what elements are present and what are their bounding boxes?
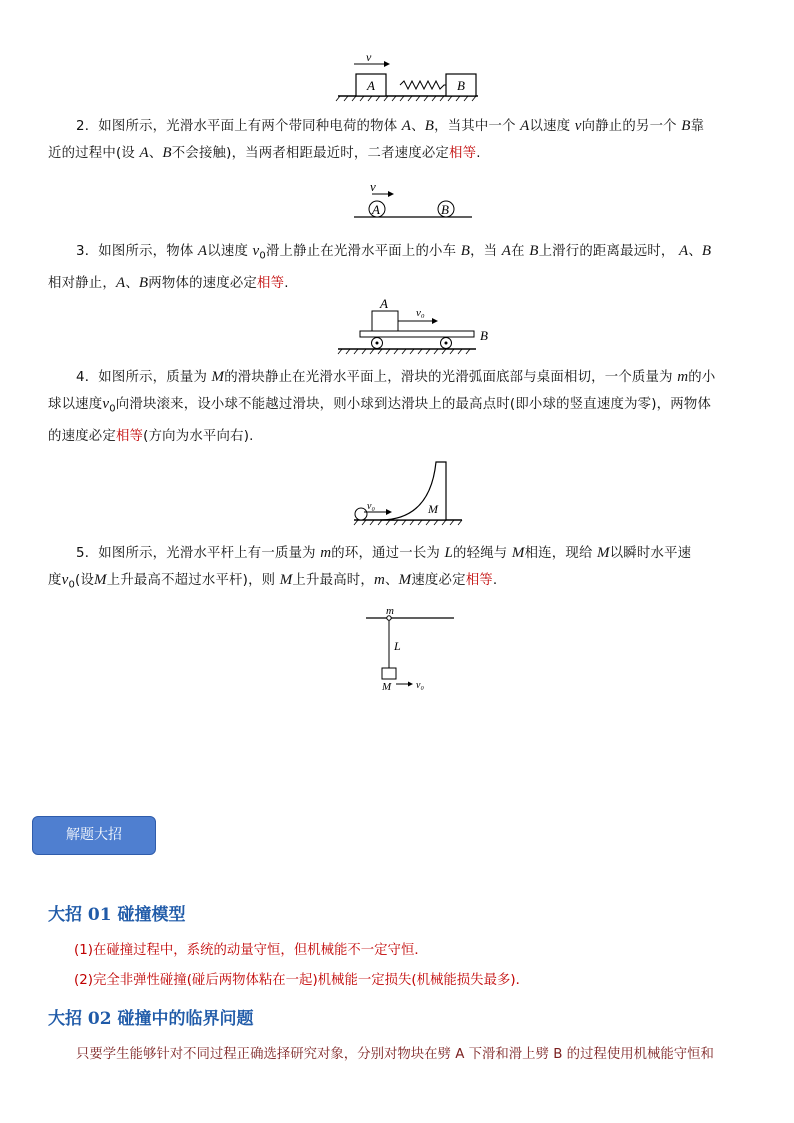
highlight-equal: 相等 bbox=[257, 275, 285, 291]
highlight-equal: 相等 bbox=[449, 146, 477, 161]
block-a bbox=[372, 311, 398, 331]
section-badge: 解题大招 bbox=[32, 816, 156, 855]
body-text: 只要学生能够针对不同过程正确选择研究对象，分别对物块在劈 A 下滑和滑上劈 B 的过程使用机械能守恒和 bbox=[76, 1047, 714, 1062]
label-v0: v₀ bbox=[416, 680, 424, 691]
paragraph-4: 4．如图所示，质量为 M的滑块静止在光滑水平面上，滑块的光滑弧面底部与桌面相切，一个质量为 m的小 球以速度$v_0$向滑块滚来，设小球不能越过滑块，则小球到达滑块上的最高点时(即小球的竖直速度为零)，两物体 的速度必定相等(方向为水平向右). bbox=[48, 369, 716, 444]
block-m bbox=[382, 668, 396, 679]
highlight-equal: 相等 bbox=[115, 428, 144, 444]
label-m: m bbox=[386, 605, 394, 617]
label-l: L bbox=[394, 639, 401, 653]
list-item: (2)完全非弹性碰撞(碰后两物体粘在一起)机械能一定损失(机械能损失最多)． bbox=[74, 973, 529, 988]
label-v0: v₀ bbox=[416, 307, 425, 319]
list-item: (1)在碰撞过程中，系统的动量守恒，但机械能不一定守恒． bbox=[74, 943, 428, 958]
label-a: A bbox=[367, 78, 375, 93]
paragraph-5: 5．如图所示，光滑水平杆上有一质量为 m的环，通过一长为 L的轻绳与 M相连，现给 M以瞬时水平速 度$v_0$(设M上升最高不超过水平杆)，则 M上升最高时，m、M速度必定相等. bbox=[48, 545, 692, 591]
label-v0: v₀ bbox=[367, 501, 375, 512]
figure-spring-blocks bbox=[336, 50, 486, 104]
heading-collision-model: 大招 01 碰撞模型 bbox=[48, 905, 186, 925]
label-bigm: M bbox=[382, 681, 392, 693]
figure-two-charges bbox=[350, 180, 480, 222]
heading-critical-problems: 大招 02 碰撞中的临界问题 bbox=[48, 1009, 254, 1029]
paragraph-3: 3．如图所示，物体 A以速度 $v_0$滑上静止在光滑水平面上的小车 B，当 A在 B上滑行的距离最远时， A、B 相对静止，A、B两物体的速度必定相等. bbox=[48, 243, 712, 291]
label-m: M bbox=[428, 502, 438, 516]
label-b: B bbox=[480, 328, 488, 343]
ball bbox=[355, 508, 367, 520]
spring bbox=[400, 81, 446, 89]
cart bbox=[360, 331, 474, 337]
figure-ball-curved-slide bbox=[350, 458, 465, 528]
label-a: A bbox=[372, 202, 380, 217]
label-b: B bbox=[441, 202, 449, 217]
paragraph-2: 2．如图所示，光滑水平面上有两个带同种电荷的物体 A、B，当其中一个 A以速度 v向静止的另一个 B靠 近的过程中(设 A、B不会接触)，当两者相距最近时，二者速度必定相等. bbox=[48, 118, 705, 161]
figure-block-on-cart bbox=[336, 297, 496, 357]
label-v: v bbox=[370, 179, 376, 194]
figure-pendulum-on-rod bbox=[366, 604, 461, 696]
highlight-equal: 相等 bbox=[465, 573, 493, 588]
label-a: A bbox=[380, 296, 388, 311]
label-v: v bbox=[366, 50, 372, 64]
label-b: B bbox=[457, 78, 465, 93]
